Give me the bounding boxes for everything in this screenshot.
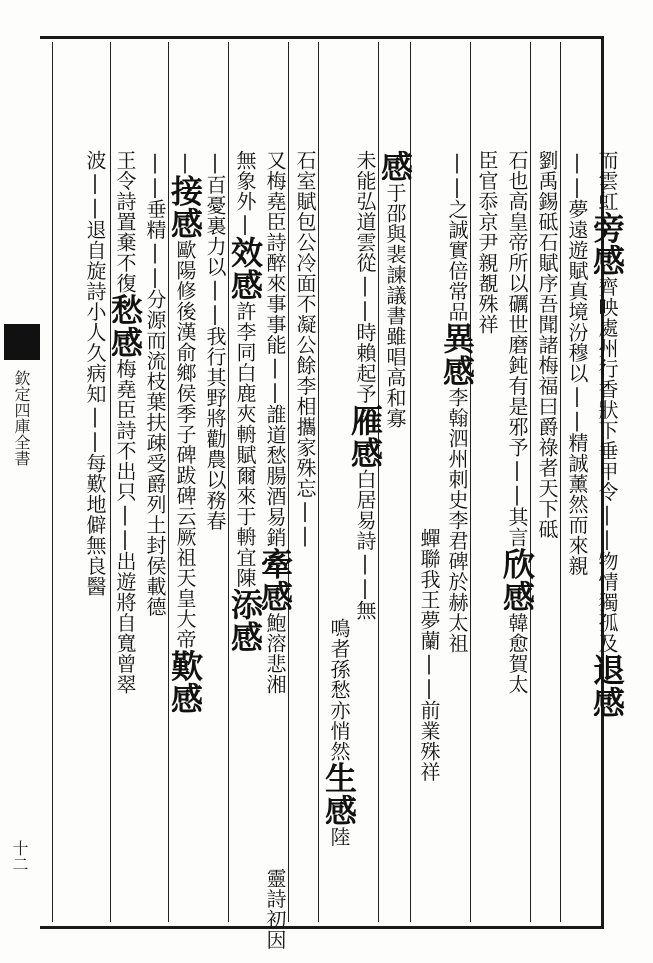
text-column-4: 石也高皇帝所以礪世磨鈍有是邪予||其言欣感韓愈賀太 [498, 150, 536, 695]
text-column-8: 感于邵與裴諫議書雖唱高和寡 [376, 150, 414, 429]
column-rule [52, 42, 53, 922]
text-column-10: 鳴者孫愁亦悄然生感陸 [320, 618, 358, 847]
text-column-14: 無象外|效感許李同白鹿夾輈賦爾來于輈宜陳添感 [226, 150, 264, 653]
text-column-12: 又梅堯臣詩醉來事事能||誰道愁腸酒易銷牽感鮑溶悲湘 [256, 150, 294, 695]
fold-margin [0, 40, 38, 920]
text-column-7: 蟬聯我王夢蘭||前業殊祥 [417, 528, 441, 782]
text-column-3: 劉禹錫砥石賦序吾聞諸梅福曰爵祿者天下砥 [535, 150, 559, 540]
text-column-5: 臣官忝京尹親覩殊祥 [475, 150, 499, 335]
text-column-1: 而雲虹旁感齊映處州行香狀下垂甲令||物情獨孤及退感 [588, 150, 626, 719]
text-column-13: 靈詩初因 [263, 868, 287, 950]
edition-label: 欽定四庫全書 [12, 370, 31, 466]
fishtail-mark [4, 324, 40, 360]
text-column-9: 未能弘道雲從||時賴起予雁感白居易詩||無 [346, 150, 384, 621]
text-column-16: |接感歐陽修後漢俞鄉侯季子碑跋碑云厥祖天皇大帝歎感 [166, 150, 204, 715]
text-column-11: 石室賦包公冷面不凝公餘李相攜家殊忘|| [293, 150, 317, 548]
text-column-15: |百憂裏力以||我行其野將勸農以務春 [203, 150, 227, 531]
text-column-17: ||垂精||分源而流枝葉扶疎受爵列土封侯載德 [143, 150, 167, 617]
text-column-18: 王令詩置棄不復愁感梅堯臣詩不出只||出遊將自寬曾翠 [106, 150, 144, 695]
text-column-2: ||夢遠遊賦真境汾穆以||精誠薰然而來親 [565, 150, 589, 576]
text-column-6: ||之誠實倍常品異感李翰泗州刺史李君碑於赫太祖 [438, 150, 476, 654]
page-number: 十二 [10, 840, 29, 872]
text-column-19: 波||退自旋詩小人久病知||每歎地僻無良醫 [83, 150, 107, 597]
